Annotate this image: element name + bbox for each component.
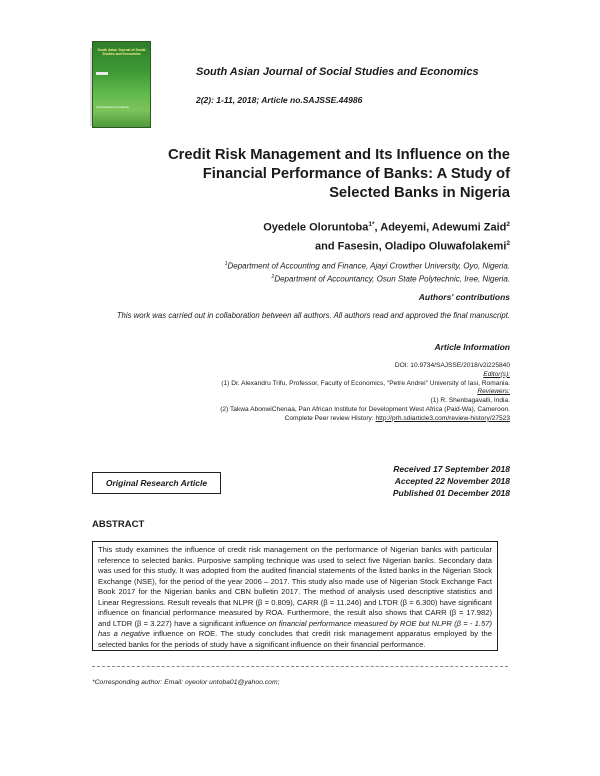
paper-title	[90, 146, 510, 203]
abstract-text: influence on ROE. The study concludes that credit risk management apparatus employed by the selected banks for the periods of study have a significant influence on their financial performance.	[98, 629, 492, 649]
affiliations	[70, 259, 510, 285]
article-info	[70, 362, 510, 424]
journal-cover-image	[92, 41, 151, 128]
issue-info: 2(2): 1-11, 2018; Article no.SAJSSE.44986	[196, 95, 363, 105]
reviewer: (2) Takwa AbonwiChenaa, Pan African Institute for Development West Africa (Paid-Wa), Cameroon.	[220, 405, 510, 413]
author-sup: 2	[506, 240, 510, 248]
contributions-text: This work was carried out in collaboration between all authors. All authors read and approved the final manuscript.	[116, 311, 510, 320]
author-list	[90, 217, 510, 255]
author-name: and Fasesin, Oladipo Oluwafolakemi	[315, 240, 507, 253]
abstract-text: This study examines the influence of credit risk management on the performance of Nigerian banks with particular reference to selected banks. Purposive sampling technique was used to select five Nigerian banks. Secondary data was used for this study. It was adopted from the audited financial statements of the listed banks in the Nigerian Stock Exchange (NSE), for the period of the year 2006 – 2017. This study also made use of Nigerian Stock Exchange Fact Book 2017 for the Nigerian banks and CBN bulletin 2017. The method of analysis used descriptive statistics and Linear Regressions. Result reveals that NLPR (β = 0.809), CARR (β = 11.246) and LTDR (β = 6.300) have significant influence on financial performance measured by ROA. Furthermore, the result also shows that CARR (β = 17.982) and LTDR (β = 3.227) have a significant	[98, 545, 492, 628]
history-label: Complete Peer review History:	[284, 414, 374, 422]
received-date: Received 17 September 2018	[393, 464, 510, 474]
affiliation: Department of Accounting and Finance, Ajayi Crowther University, Oyo, Nigeria.	[227, 261, 510, 271]
reviewers-label: Reviewers:	[477, 388, 510, 396]
footnote-rule	[92, 666, 508, 667]
abstract-italic: influence on financial performance measured by ROE but NLPR (β = - 1.57) has a negative	[98, 618, 492, 638]
accepted-date: Accepted 22 November 2018	[394, 476, 510, 486]
article-info-heading: Article Information	[434, 342, 510, 352]
abstract-heading: ABSTRACT	[92, 519, 145, 530]
affiliation-sup: 1	[224, 261, 228, 267]
corresponding-author: *Corresponding author: Email: oyeolor untoba01@yahoo.com;	[92, 679, 280, 686]
author-sup: 2	[506, 221, 510, 228]
publication-dates	[260, 463, 510, 499]
author-sup: 1*	[368, 221, 375, 228]
contributions-heading: Authors' contributions	[418, 292, 510, 302]
author-name: , Adeyemi, Adewumi Zaid	[374, 221, 507, 234]
doi: DOI: 10.9734/SAJSSE/2018/v2i225840	[394, 362, 510, 369]
review-history-link[interactable]: http://prh.sdiarticle3.com/review-history/27523	[375, 414, 510, 422]
article-type-box: Original Research Article	[92, 472, 221, 494]
author-name: Oyedele Oloruntoba	[263, 221, 369, 234]
title-line: Selected Banks in Nigeria	[329, 185, 510, 201]
cover-title: South Asian Journal of Social Studies and Economics	[97, 48, 146, 57]
abstract-box	[92, 541, 498, 651]
affiliation-sup: 2	[271, 274, 275, 281]
affiliation: Department of Accountancy, Osun State Polytechnic, Iree, Nigeria.	[274, 274, 510, 284]
reviewer: (1) R. Shenbagavalli, India.	[430, 397, 510, 405]
cover-footer: Sciencedomain International	[96, 106, 129, 109]
title-line: Credit Risk Management and Its Influence on the	[167, 147, 510, 163]
cover-strip	[96, 72, 108, 75]
journal-name: South Asian Journal of Social Studies and Economics	[196, 66, 479, 78]
editor-label: Editor(s):	[483, 370, 510, 378]
title-line: Financial Performance of Banks: A Study of	[202, 166, 510, 182]
editor: (1) Dr. Alexandru Trifu, Professor, Faculty of Economics, "Petre Andrei" University of Iasi, Romania.	[221, 379, 510, 387]
published-date: Published 01 December 2018	[392, 488, 510, 498]
